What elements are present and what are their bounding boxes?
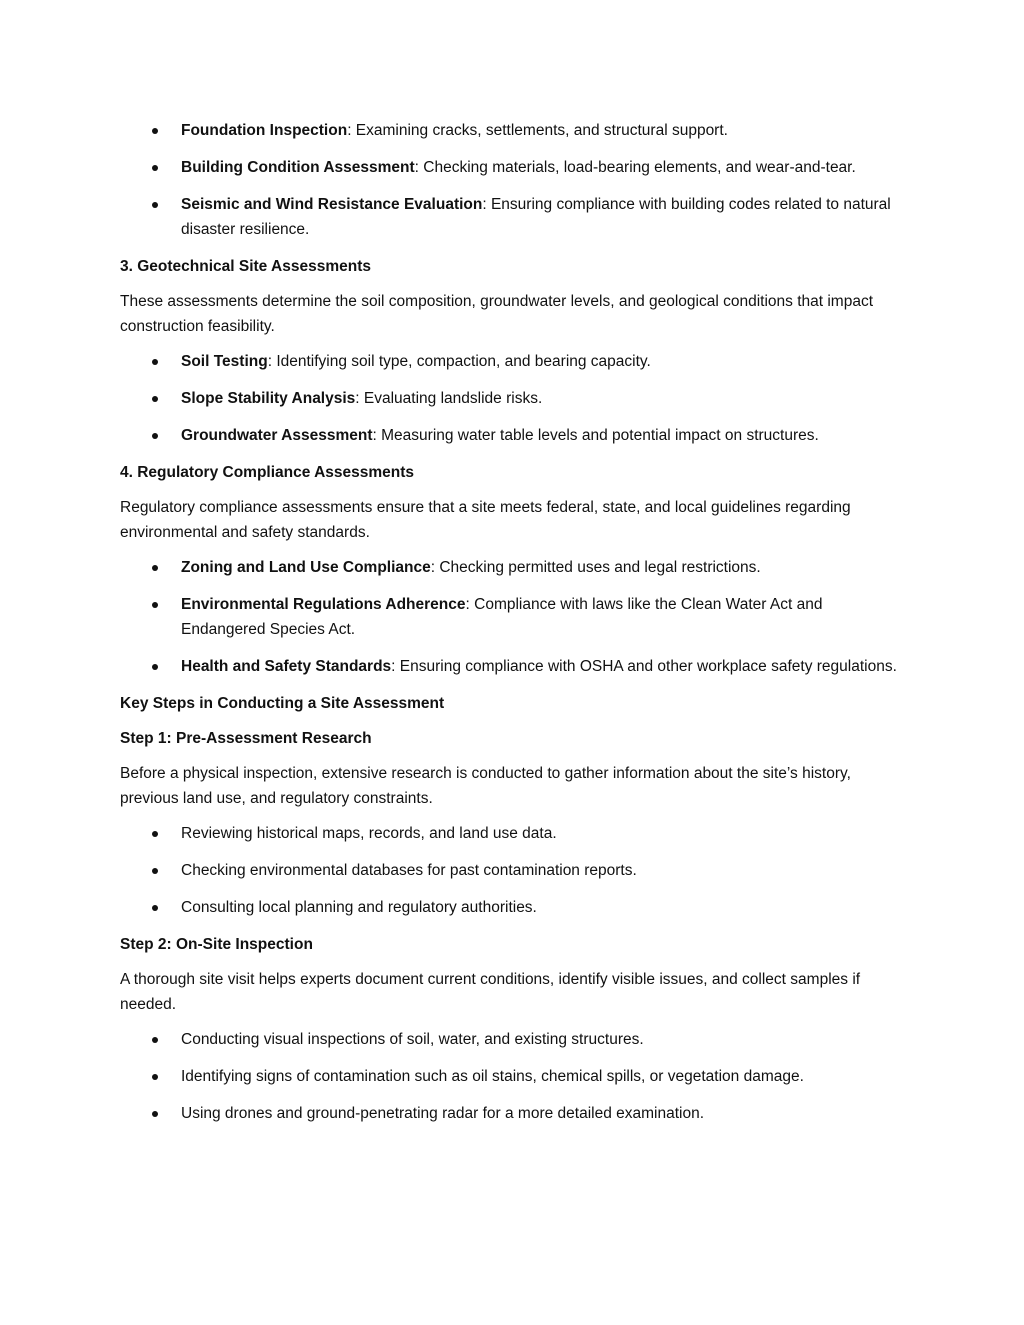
- bullet-icon: [152, 1037, 158, 1043]
- list-item: [120, 555, 900, 580]
- list-item-term: Groundwater Assessment: [181, 427, 373, 444]
- bullet-icon: [152, 396, 158, 402]
- geotechnical-list: [120, 349, 900, 448]
- list-item-text: Identifying signs of contamination such as oil stains, chemical spills, or vegetation damage.: [181, 1068, 804, 1085]
- list-item: [120, 118, 900, 143]
- list-item-term: Slope Stability Analysis: [181, 390, 356, 407]
- document-body: [120, 118, 900, 1138]
- section-heading: 4. Regulatory Compliance Assessments: [120, 464, 415, 481]
- key-steps-heading: Key Steps in Conducting a Site Assessment: [120, 695, 445, 712]
- list-item-term: Environmental Regulations Adherence: [181, 596, 466, 613]
- regulatory-list: [120, 555, 900, 679]
- step-1-list: [120, 821, 900, 920]
- list-item-text: Reviewing historical maps, records, and land use data.: [181, 825, 557, 842]
- step-2-list: [120, 1027, 900, 1126]
- list-item: [120, 592, 900, 642]
- step-intro: A thorough site visit helps experts document current conditions, identify visible issues, and collect samples if needed.: [120, 971, 861, 1013]
- list-item-term: Soil Testing: [181, 353, 268, 370]
- list-item: [120, 654, 900, 679]
- step-heading: Step 2: On-Site Inspection: [120, 936, 313, 953]
- list-item: [120, 155, 900, 180]
- list-item-text: Conducting visual inspections of soil, water, and existing structures.: [181, 1031, 644, 1048]
- bullet-icon: [152, 664, 158, 670]
- list-item: [120, 1027, 900, 1052]
- step-intro: Before a physical inspection, extensive research is conducted to gather information about the site’s history, previous land use, and regulatory constraints.: [120, 765, 851, 807]
- list-item-term: Building Condition Assessment: [181, 159, 415, 176]
- list-item-text: : Examining cracks, settlements, and structural support.: [347, 122, 728, 139]
- list-item: [120, 423, 900, 448]
- list-item: [120, 821, 900, 846]
- section-intro: Regulatory compliance assessments ensure that a site meets federal, state, and local guidelines regarding environmental and safety standards.: [120, 499, 851, 541]
- list-item: [120, 1064, 900, 1089]
- list-item-term: Health and Safety Standards: [181, 658, 392, 675]
- bullet-icon: [152, 905, 158, 911]
- bullet-icon: [152, 359, 158, 365]
- bullet-icon: [152, 433, 158, 439]
- section-heading: 3. Geotechnical Site Assessments: [120, 258, 371, 275]
- list-item-term: Zoning and Land Use Compliance: [181, 559, 431, 576]
- section-intro: These assessments determine the soil composition, groundwater levels, and geological conditions that impact construction feasibility.: [120, 293, 874, 335]
- list-item-text: : Compliance with laws like the Clean Water Act and Endangered Species Act.: [181, 596, 823, 638]
- bullet-icon: [152, 602, 158, 608]
- list-item-text: : Ensuring compliance with OSHA and other workplace safety regulations.: [391, 658, 897, 675]
- list-item: [120, 895, 900, 920]
- list-item-text: : Measuring water table levels and potential impact on structures.: [372, 427, 819, 444]
- assessment-type-list: [120, 118, 900, 242]
- bullet-icon: [152, 202, 158, 208]
- bullet-icon: [152, 1074, 158, 1080]
- list-item-text: : Identifying soil type, compaction, and bearing capacity.: [267, 353, 651, 370]
- list-item-text: Consulting local planning and regulatory authorities.: [181, 899, 537, 916]
- list-item-text: : Ensuring compliance with building codes related to natural disaster resilience.: [181, 196, 891, 238]
- step-heading: Step 1: Pre-Assessment Research: [120, 730, 372, 747]
- bullet-icon: [152, 128, 158, 134]
- list-item: [120, 1101, 900, 1126]
- list-item: [120, 386, 900, 411]
- list-item-term: Foundation Inspection: [181, 122, 348, 139]
- bullet-icon: [152, 831, 158, 837]
- list-item-text: Using drones and ground-penetrating radar for a more detailed examination.: [181, 1105, 705, 1122]
- list-item-text: : Checking materials, load-bearing elements, and wear-and-tear.: [414, 159, 856, 176]
- bullet-icon: [152, 165, 158, 171]
- list-item: [120, 349, 900, 374]
- bullet-icon: [152, 868, 158, 874]
- list-item-text: Checking environmental databases for past contamination reports.: [181, 862, 637, 879]
- list-item: [120, 192, 900, 242]
- bullet-icon: [152, 1111, 158, 1117]
- list-item-text: : Evaluating landslide risks.: [355, 390, 543, 407]
- list-item-text: : Checking permitted uses and legal restrictions.: [430, 559, 761, 576]
- list-item-term: Seismic and Wind Resistance Evaluation: [181, 196, 483, 213]
- list-item: [120, 858, 900, 883]
- bullet-icon: [152, 565, 158, 571]
